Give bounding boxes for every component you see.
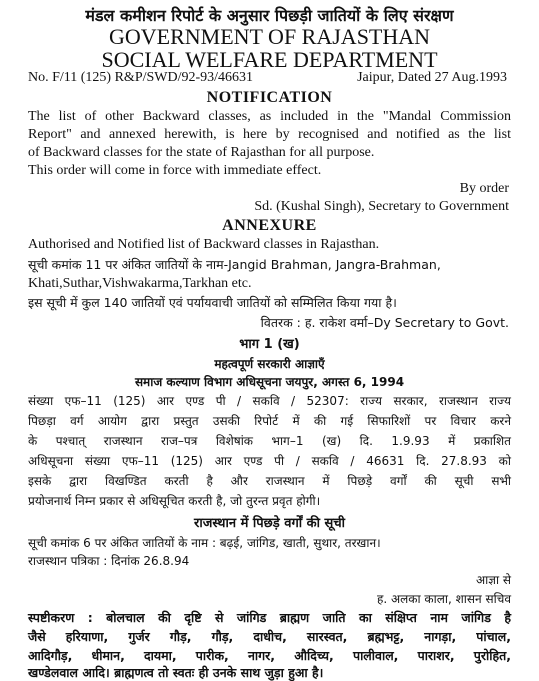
notification-text-line: This order will come in force with immediate effect. xyxy=(28,163,322,178)
part-label: भाग 1 (ख) xyxy=(239,337,300,352)
annexure-text-line: इस सूची में कुल 140 जातियों एवं पर्यायवाची जातियों को सम्मिलित किया गया है। xyxy=(28,295,397,310)
department-heading: SOCIAL WELFARE DEPARTMENT xyxy=(101,47,438,72)
order-text-line: इसके द्वारा विखण्डित करती है और राजस्थान में पिछड़े वर्गों की सूची सभी xyxy=(28,474,511,488)
notification-heading: NOTIFICATION xyxy=(206,89,333,106)
reference-line xyxy=(0,70,539,86)
list-line: सूची कमांक 6 पर अंकित जातियों के नाम : बढ़ई, जांगिड, खाती, सुथार, तरखान। xyxy=(28,536,381,550)
reference-number: No. F/11 (125) R&P/SWD/92-93/46631 xyxy=(28,70,254,85)
department-notification-line: समाज कल्याण विभाग अधिसूचना जयपुर, अगस्त 6, 1994 xyxy=(134,375,405,389)
order-text-line: अधिसूचना संख्या एफ–11 (125) आर एण्ड पी / सकवि / 46631 दि. 27.8.93 को xyxy=(28,454,511,468)
distribution-line: वितरक : ह. राकेश वर्मा–Dy Secretary to Govt. xyxy=(260,315,509,330)
notification-text-line: Report" and annexed herewith, is here by recognised and notified as the list xyxy=(28,127,511,142)
clarification-line: स्पष्टीकरण : बोलचाल की दृष्टि से जांगिड ब्राह्मण जाति का संक्षिप्त नाम जांगिड है xyxy=(28,610,511,625)
by-order-hindi: आज्ञा से xyxy=(476,573,511,587)
part-subheading: महत्वपूर्ण सरकारी आज्ञाएँ xyxy=(214,357,325,371)
annexure-text-line: Khati,Suthar,Vishwakarma,Tarkhan etc. xyxy=(28,276,252,291)
annexure-heading: ANNEXURE xyxy=(222,217,317,234)
order-text-line: के पश्चात् राजस्थान राज–पत्र विशेषांक भाग–1 (ख) दि. 1.9.93 में प्रकाशित xyxy=(28,434,511,448)
place-date: Jaipur, Dated 27 Aug.1993 xyxy=(357,70,507,85)
order-text-line: संख्या एफ–11 (125) आर एण्ड पी / सकवि / 52307: राज्य सरकार, राजस्थान राज्य xyxy=(28,394,511,408)
gazette-line: राजस्थान पत्रिका : दिनांक 26.8.94 xyxy=(28,554,190,568)
list-heading: राजस्थान में पिछड़े वर्गों की सूची xyxy=(194,516,345,531)
annexure-text-line: Authorised and Notified list of Backward classes in Rajasthan. xyxy=(28,237,380,252)
clarification-line: खण्डेलवाल आदि। ब्राह्मणत्व तो स्वतः ही उनके साथ जुड़ा हुआ है। xyxy=(28,665,324,680)
notification-text-line: The list of other Backward classes, as included in the "Mandal Commission xyxy=(28,109,511,124)
secretary-signature: ह. अलका काला, शासन सचिव xyxy=(376,592,511,606)
notification-text-line: of Backward classes for the state of Rajasthan for all purpose. xyxy=(28,145,375,160)
signature: Sd. (Kushal Singh), Secretary to Government xyxy=(254,199,509,214)
government-heading: GOVERNMENT OF RAJASTHAN xyxy=(108,24,431,49)
by-order: By order xyxy=(459,181,509,196)
clarification-line: आदिगौड़, धीमान, दायमा, पारीक, नागर, औदिच्य, पालीवाल, पाराशर, पुरोहित, xyxy=(28,648,511,663)
order-text-line: पिछड़ा वर्ग आयोग द्वारा प्रस्तुत उसकी रिपोर्ट में की गई सिफारिशों पर विचार करने xyxy=(28,414,511,428)
clarification-line: जैसे हरियाणा, गुर्जर गौड़, गौड़, दाधीच, सारस्वत, ब्रह्मभट्ट, नागड़ा, पांचाल, xyxy=(28,629,511,644)
annexure-text-line: सूची कमांक 11 पर अंकित जातियों के नाम-Jangid Brahman, Jangra-Brahman, xyxy=(28,257,441,272)
order-text-line: प्रयोजनार्थ निम्न प्रकार से अधिसूचित करती है, जो तुरन्त प्रवृत होगी। xyxy=(28,494,321,508)
hindi-title: मंडल कमीशन रिपोर्ट के अनुसार पिछड़ी जातियों के लिए संरक्षण xyxy=(85,6,454,25)
